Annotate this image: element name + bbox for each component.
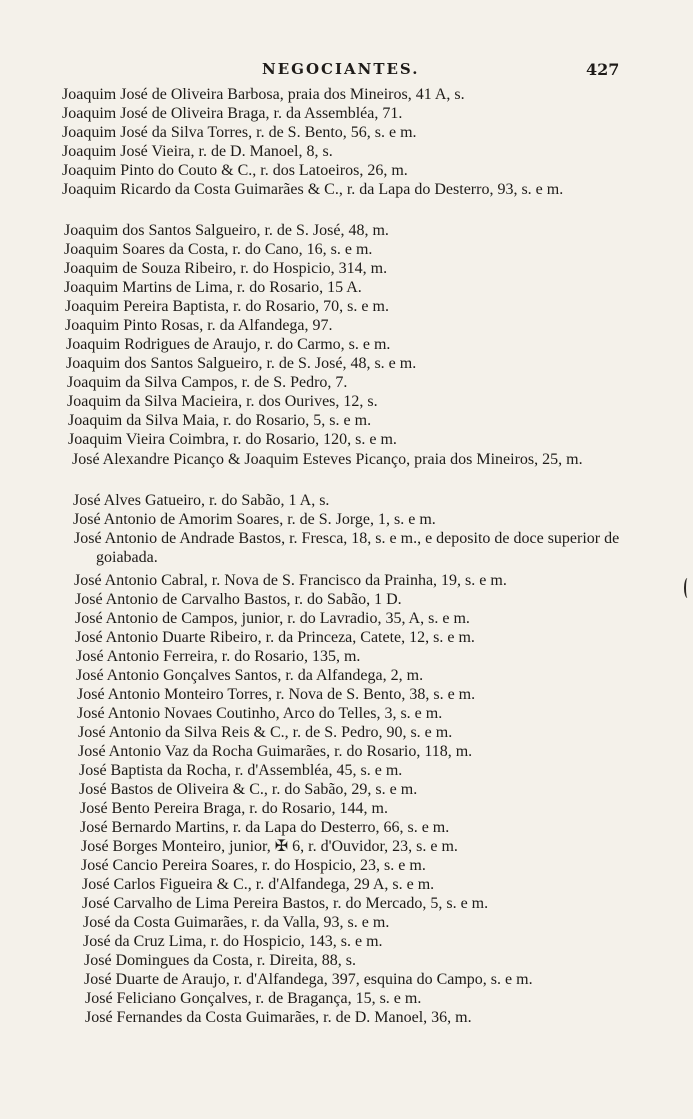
list-item: Joaquim Pinto Rosas, r. da Alfandega, 97.: [65, 317, 333, 334]
list-item: Joaquim de Souza Ribeiro, r. do Hospicio, 314, m.: [64, 260, 388, 277]
list-item: Joaquim da Silva Campos, r. de S. Pedro, 7.: [67, 374, 348, 391]
list-item: José Antonio de Carvalho Bastos, r. do Sabão, 1 D.: [75, 591, 402, 608]
list-item: José Carlos Figueira & C., r. d'Alfandega, 29 A, s. e m.: [82, 876, 435, 893]
list-item: José Duarte de Araujo, r. d'Alfandega, 397, esquina do Campo, s. e m.: [84, 971, 533, 988]
list-item: José Bernardo Martins, r. da Lapa do Desterro, 66, s. e m.: [80, 819, 450, 836]
list-item: José Borges Monteiro, junior, ✠ 6, r. d'Ouvidor, 23, s. e m.: [81, 838, 458, 855]
list-item: Joaquim José de Oliveira Barbosa, praia dos Mineiros, 41 A, s.: [62, 86, 465, 103]
list-item: José Bento Pereira Braga, r. do Rosario, 144, m.: [80, 800, 388, 817]
list-item: José Bastos de Oliveira & C., r. do Sabão, 29, s. e m.: [79, 781, 418, 798]
list-item: José Antonio Duarte Ribeiro, r. da Princeza, Catete, 12, s. e m.: [75, 629, 475, 646]
list-item: José Antonio de Amorim Soares, r. de S. Jorge, 1, s. e m.: [73, 511, 436, 528]
list-item: José Cancio Pereira Soares, r. do Hospicio, 23, s. e m.: [81, 857, 426, 874]
list-item: Joaquim Soares da Costa, r. do Cano, 16, s. e m.: [64, 241, 373, 258]
list-item: José Alexandre Picanço & Joaquim Esteves Picanço, praia dos Mineiros, 25, m.: [72, 451, 583, 468]
list-item: José Fernandes da Costa Guimarães, r. de D. Manoel, 36, m.: [85, 1009, 472, 1026]
list-item: José Carvalho de Lima Pereira Bastos, r. do Mercado, 5, s. e m.: [82, 895, 489, 912]
page-number: 427: [586, 60, 620, 79]
list-item: José Antonio da Silva Reis & C., r. de S. Pedro, 90, s. e m.: [78, 724, 453, 741]
list-item: Joaquim José de Oliveira Braga, r. da Assembléa, 71.: [62, 105, 403, 122]
list-item: José Antonio Vaz da Rocha Guimarães, r. do Rosario, 118, m.: [78, 743, 473, 760]
list-item: Joaquim Martins de Lima, r. do Rosario, 15 A.: [64, 279, 362, 296]
running-title: NEGOCIANTES.: [262, 60, 420, 78]
list-item: José Domingues da Costa, r. Direita, 88, s.: [84, 952, 356, 969]
list-item: Joaquim Pinto do Couto & C., r. dos Latoeiros, 26, m.: [62, 162, 408, 179]
list-item: Joaquim Rodrigues de Araujo, r. do Carmo, s. e m.: [66, 336, 391, 353]
list-item: Joaquim José da Silva Torres, r. de S. Bento, 56, s. e m.: [62, 124, 417, 141]
list-item: Joaquim dos Santos Salgueiro, r. de S. José, 48, s. e m.: [66, 355, 417, 372]
list-item: José Antonio Monteiro Torres, r. Nova de S. Bento, 38, s. e m.: [77, 686, 476, 703]
list-item: José Antonio Ferreira, r. do Rosario, 135, m.: [76, 648, 361, 665]
list-item: José Antonio Gonçalves Santos, r. da Alfandega, 2, m.: [76, 667, 424, 684]
list-item: José Antonio Novaes Coutinho, Arco do Telles, 3, s. e m.: [77, 705, 443, 722]
list-item: José Antonio de Andrade Bastos, r. Fresca, 18, s. e m., e deposito de doce superior de goiabada.: [74, 530, 620, 566]
list-item: José Antonio de Campos, junior, r. do Lavradio, 35, A, s. e m.: [75, 610, 470, 627]
page-edge-mark: [684, 578, 691, 598]
list-item: Joaquim Pereira Baptista, r. do Rosario, 70, s. e m.: [65, 298, 389, 315]
list-item: Joaquim dos Santos Salgueiro, r. de S. José, 48, m.: [64, 222, 389, 239]
list-item: Joaquim da Silva Macieira, r. dos Ourives, 12, s.: [67, 393, 378, 410]
list-item: José Baptista da Rocha, r. d'Assembléa, 45, s. e m.: [79, 762, 403, 779]
list-item: José Antonio Cabral, r. Nova de S. Francisco da Prainha, 19, s. e m.: [74, 572, 507, 589]
list-item: Joaquim Ricardo da Costa Guimarães & C., r. da Lapa do Desterro, 93, s. e m.: [62, 181, 564, 198]
list-item: José da Costa Guimarães, r. da Valla, 93, s. e m.: [83, 914, 390, 931]
list-item: Joaquim da Silva Maia, r. do Rosario, 5, s. e m.: [68, 412, 372, 429]
list-item: José Feliciano Gonçalves, r. de Bragança, 15, s. e m.: [85, 990, 422, 1007]
list-item: Joaquim José Vieira, r. de D. Manoel, 8, s.: [62, 143, 333, 160]
page-header: [0, 60, 693, 84]
list-item: José Alves Gatueiro, r. do Sabão, 1 A, s.: [73, 492, 330, 509]
list-item: José da Cruz Lima, r. do Hospicio, 143, s. e m.: [83, 933, 383, 950]
list-item: Joaquim Vieira Coimbra, r. do Rosario, 120, s. e m.: [68, 431, 397, 448]
